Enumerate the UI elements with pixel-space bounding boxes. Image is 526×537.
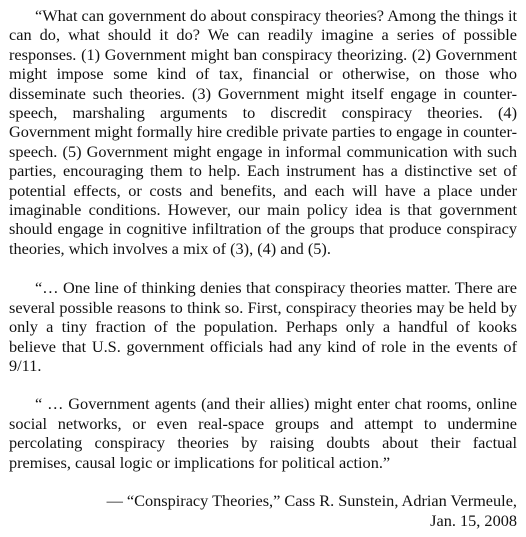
attribution-date: Jan. 15, 2008 xyxy=(430,510,517,530)
quote-paragraph-1: “What can government do about conspiracy theories? Among the things it can do, what should it do? We can readily imagine a series of possible responses. (1) Government might ban conspiracy theorizing. (2) Government might impose some kind of tax, financial or otherwise, on those who disseminate such theories. (3) Government might itself engage in counter-speech, marshaling arguments to discredit conspiracy theories. (4) Government might formally hire credible private parties to engage in counter-speech. (5) Government might engage in informal communication with such parties, encouraging them to help. Each instrument has a distinctive set of potential effects, or costs and benefits, and each will have a place under imaginable conditions. However, our main policy idea is that government should engage in cognitive infiltration of the groups that produce conspiracy theories, which involves a mix of (3), (4) and (5). xyxy=(9,6,517,258)
quote-paragraph-3: “ … Government agents (and their allies) might enter chat rooms, online social networks, or even real-space groups and attempt to undermine percolating conspiracy theories by raising doubts about their factual premises, causal logic or implications for political action.” xyxy=(9,394,517,472)
quote-paragraph-2: “… One line of thinking denies that conspiracy theories matter. There are several possible reasons to think so. First, conspiracy theories may be held by only a tiny fraction of the population. Perhaps only a handful of kooks believe that U.S. government officials had any kind of role in the events of 9/11. xyxy=(9,278,517,375)
attribution-source: — “Conspiracy Theories,” Cass R. Sunstein, Adrian Vermeule, xyxy=(106,490,517,510)
attribution xyxy=(9,491,517,530)
quote-document xyxy=(9,6,517,530)
